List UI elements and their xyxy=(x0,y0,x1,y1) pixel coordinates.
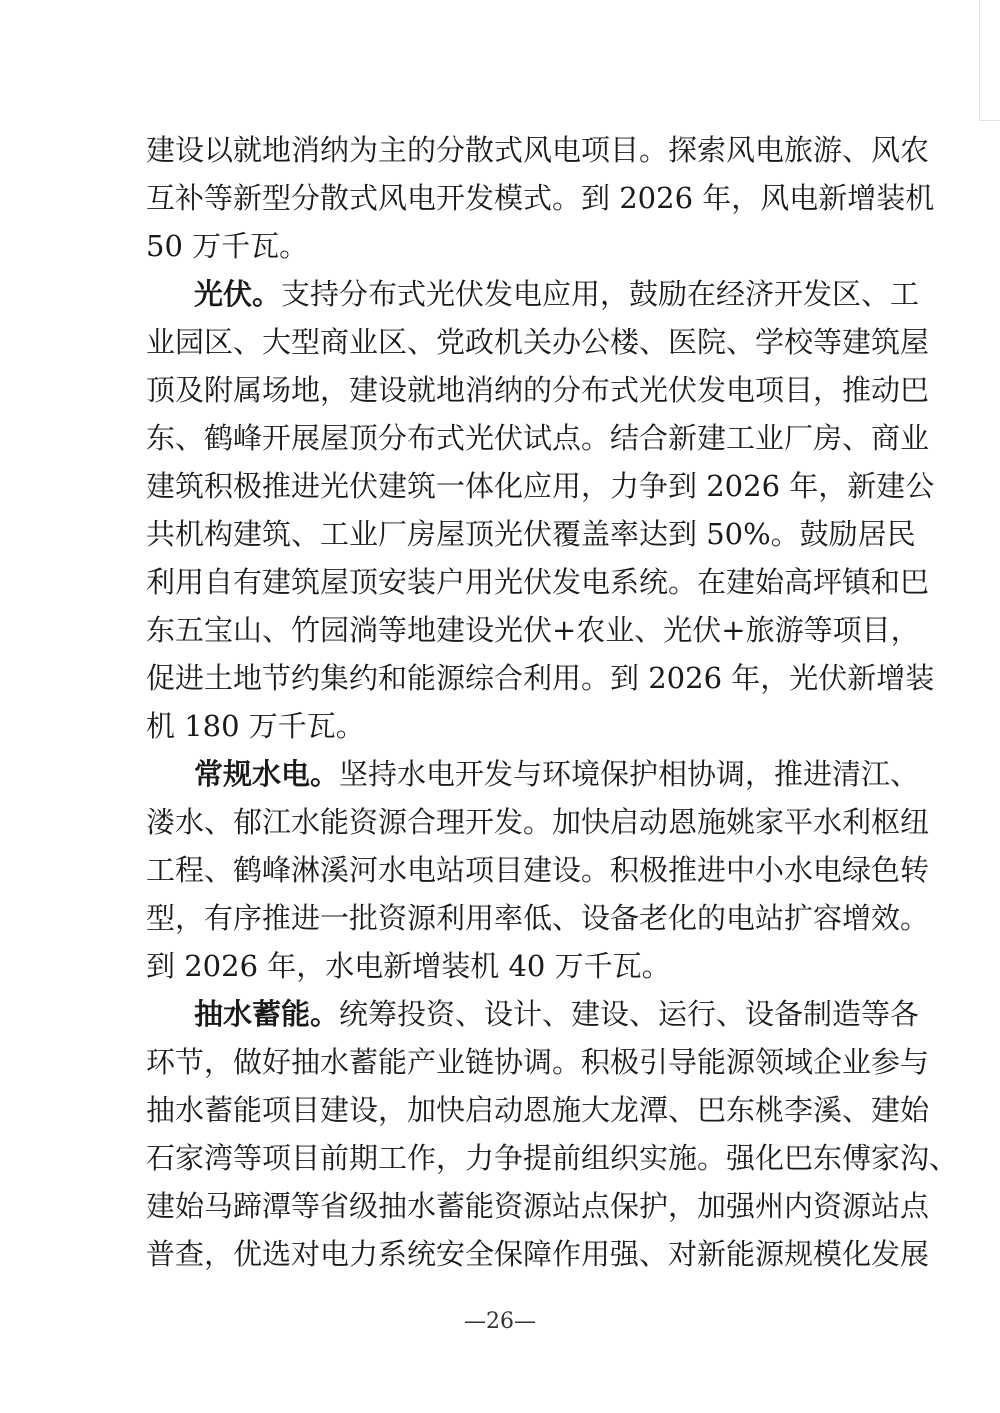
page-number: —26— xyxy=(464,1309,536,1334)
paragraph-line: 支持分布式光伏发电应用，鼓励在经济开发区、工 xyxy=(281,277,920,311)
paragraph-line: 环节，做好抽水蓄能产业链协调。积极引导能源领域企业参与 xyxy=(146,1045,930,1079)
paragraph-line: 共机构建筑、工业厂房屋顶光伏覆盖率达到 50%。鼓励居民 xyxy=(146,517,916,551)
paragraph-line: 统筹投资、设计、建设、运行、设备制造等各 xyxy=(339,997,920,1031)
paragraph-line: 业园区、大型商业区、党政机关办公楼、医院、学校等建筑屋 xyxy=(146,325,930,359)
paragraph-first-line xyxy=(194,756,920,792)
paragraph-line: 石家湾等项目前期工作，力争提前组织实施。强化巴东傅家沟、 xyxy=(146,1141,959,1175)
section-heading-pumped-storage: 抽水蓄能。 xyxy=(194,997,340,1031)
paragraph-line: 溇水、郁江水能资源合理开发。加快启动恩施姚家平水利枢纽 xyxy=(146,805,930,839)
section-heading-hydro: 常规水电。 xyxy=(194,757,340,791)
paragraph-line: 坚持水电开发与环境保护相协调，推进清江、 xyxy=(339,757,920,791)
paragraph-line: 抽水蓄能项目建设，加快启动恩施大龙潭、巴东桃李溪、建始 xyxy=(146,1093,930,1127)
paragraph-line: 普查，优选对电力系统安全保障作用强、对新能源规模化发展 xyxy=(146,1237,930,1271)
paragraph-line: 东、鹤峰开展屋顶分布式光伏试点。结合新建工业厂房、商业 xyxy=(146,421,930,455)
paragraph-line: 工程、鹤峰淋溪河水电站项目建设。积极推进中小水电绿色转 xyxy=(146,853,930,887)
paragraph-line: 东五宝山、竹园淌等地建设光伏+农业、光伏+旅游等项目， xyxy=(146,613,920,647)
paragraph-line: 顶及附属场地，建设就地消纳的分布式光伏发电项目，推动巴 xyxy=(146,373,930,407)
paragraph-line: 促进土地节约集约和能源综合利用。到 2026 年，光伏新增装 xyxy=(146,661,935,695)
section-heading-solar: 光伏。 xyxy=(194,277,282,311)
paragraph-line: 建设以就地消纳为主的分散式风电项目。探索风电旅游、风农 xyxy=(146,133,930,167)
paragraph-line: 50 万千瓦。 xyxy=(146,229,309,263)
paragraph-first-line xyxy=(194,276,920,312)
paragraph-line: 到 2026 年，水电新增装机 40 万千瓦。 xyxy=(146,949,671,983)
paragraph-line: 建始马蹄潭等省级抽水蓄能资源站点保护，加强州内资源站点 xyxy=(146,1189,930,1223)
paragraph-line: 建筑积极推进光伏建筑一体化应用，力争到 2026 年，新建公 xyxy=(146,469,935,503)
paragraph-first-line xyxy=(194,996,920,1032)
paragraph-line: 互补等新型分散式风电开发模式。到 2026 年，风电新增装机 xyxy=(146,181,935,215)
paragraph-line: 型，有序推进一批资源利用率低、设备老化的电站扩容增效。 xyxy=(146,901,930,935)
paragraph-line: 利用自有建筑屋顶安装户用光伏发电系统。在建始高坪镇和巴 xyxy=(146,565,930,599)
page-corner-mark xyxy=(979,0,1000,121)
paragraph-line: 机 180 万千瓦。 xyxy=(146,709,365,743)
